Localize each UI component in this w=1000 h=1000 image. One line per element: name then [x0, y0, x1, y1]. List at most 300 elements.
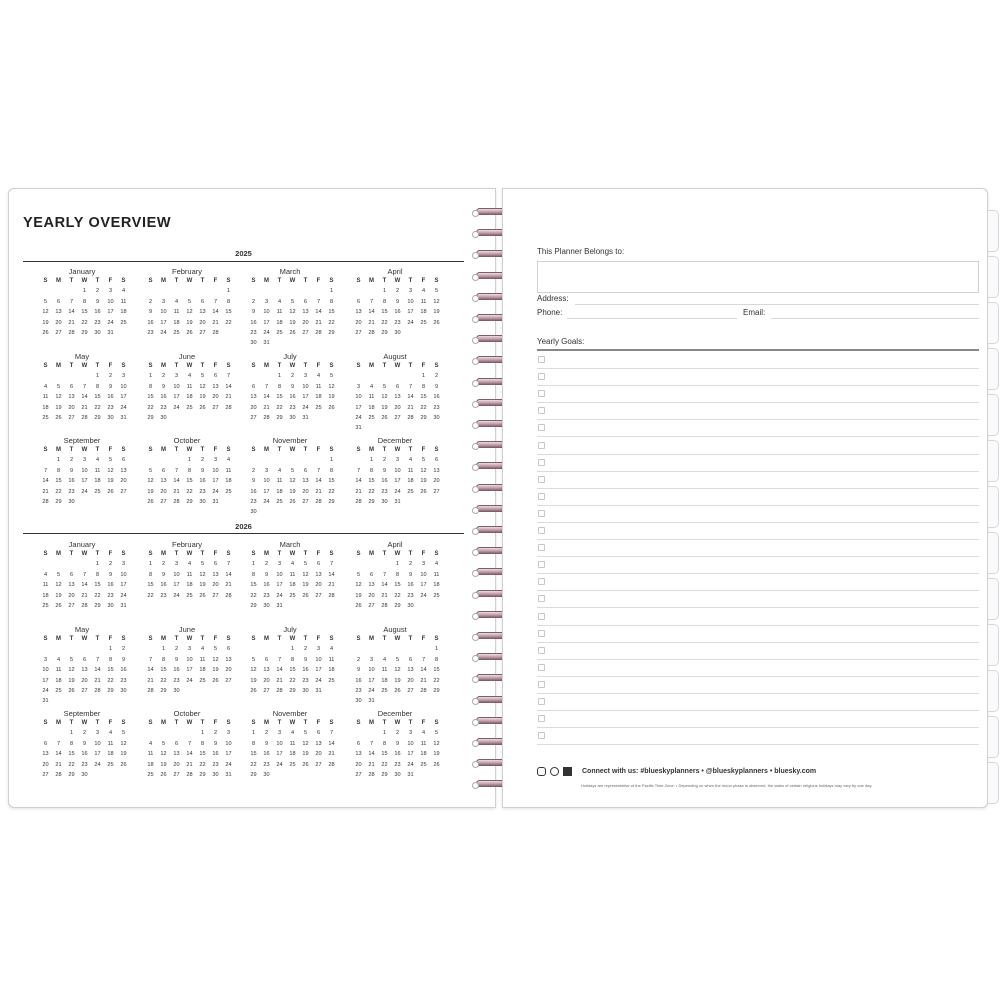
weekday-header: S: [434, 278, 439, 284]
divider-tab[interactable]: [988, 762, 999, 804]
day-number: 1: [251, 730, 256, 737]
divider-tab[interactable]: [988, 394, 999, 436]
weekday-header: F: [213, 447, 218, 453]
day-number: 25: [289, 761, 296, 768]
weekday-header: T: [408, 720, 413, 726]
goal-checkbox[interactable]: [538, 647, 545, 654]
day-number: 16: [199, 478, 206, 485]
weekday-header: S: [434, 447, 439, 453]
day-number: 11: [55, 667, 62, 674]
day-number: 6: [213, 373, 218, 380]
goal-checkbox[interactable]: [538, 630, 545, 637]
day-number: 2: [200, 457, 205, 464]
goal-row[interactable]: [537, 472, 979, 489]
day-number: 4: [95, 457, 100, 464]
weekday-header: T: [69, 636, 74, 642]
empty-day: [209, 286, 222, 296]
empty-day: [39, 455, 52, 465]
weekday-header: W: [394, 447, 401, 453]
day-number: 9: [264, 571, 269, 578]
day-number: 6: [316, 561, 321, 568]
goal-row[interactable]: [537, 489, 979, 506]
divider-tab[interactable]: [988, 532, 999, 574]
day-number: 1: [329, 457, 334, 464]
weekday-header: T: [277, 551, 282, 557]
month-calendar: [39, 436, 129, 507]
goal-checkbox[interactable]: [538, 390, 545, 397]
day-number: 11: [225, 467, 232, 474]
day-number: 20: [355, 319, 362, 326]
day-number: 7: [174, 467, 179, 474]
day-number: 6: [43, 740, 48, 747]
weekday-header: W: [289, 278, 296, 284]
day-number: 29: [394, 602, 401, 609]
day-number: 4: [382, 656, 387, 663]
weekday-header: T: [174, 278, 179, 284]
month-calendar: [352, 267, 442, 338]
month-grid: [39, 549, 129, 611]
day-number: 15: [250, 751, 257, 758]
empty-day: [417, 644, 430, 654]
goal-checkbox[interactable]: [538, 424, 545, 431]
goal-row[interactable]: [537, 523, 979, 540]
month-name: June: [178, 625, 196, 634]
empty-day: [312, 455, 325, 465]
day-number: 8: [95, 571, 100, 578]
day-number: 19: [212, 667, 219, 674]
day-number: 28: [368, 329, 375, 336]
weekday-header: F: [108, 363, 113, 369]
day-number: 5: [290, 298, 295, 305]
goal-row[interactable]: [537, 403, 979, 420]
weekday-header: T: [69, 278, 74, 284]
day-number: 30: [81, 771, 88, 778]
day-number: 27: [173, 771, 180, 778]
day-number: 3: [356, 383, 361, 390]
day-number: 1: [277, 373, 282, 380]
weekday-header: T: [277, 278, 282, 284]
divider-tab[interactable]: [988, 624, 999, 666]
day-number: 8: [108, 656, 113, 663]
day-number: 9: [395, 740, 400, 747]
goal-row[interactable]: [537, 557, 979, 574]
day-number: 3: [316, 646, 321, 653]
day-number: 29: [276, 414, 283, 421]
weekday-header: W: [394, 636, 401, 642]
day-number: 8: [421, 383, 426, 390]
empty-day: [52, 559, 65, 569]
day-number: 29: [250, 602, 257, 609]
day-number: 22: [225, 319, 232, 326]
day-number: 30: [302, 687, 309, 694]
day-number: 24: [276, 761, 283, 768]
day-number: 13: [68, 582, 75, 589]
day-number: 14: [381, 582, 388, 589]
facebook-icon: [563, 767, 572, 776]
day-number: 12: [289, 309, 296, 316]
day-number: 29: [94, 602, 101, 609]
empty-day: [91, 644, 104, 654]
day-number: 27: [368, 602, 375, 609]
address-line[interactable]: [575, 304, 979, 305]
goal-row[interactable]: [537, 455, 979, 472]
day-number: 25: [94, 488, 101, 495]
day-number: 11: [107, 740, 114, 747]
day-number: 21: [186, 761, 193, 768]
weekday-header: T: [69, 720, 74, 726]
day-number: 19: [420, 478, 427, 485]
day-number: 25: [173, 329, 180, 336]
goal-checkbox[interactable]: [538, 613, 545, 620]
divider-tab[interactable]: [988, 670, 999, 712]
day-number: 2: [174, 646, 179, 653]
day-number: 6: [303, 467, 308, 474]
day-number: 21: [263, 404, 270, 411]
weekday-header: M: [369, 636, 374, 642]
goal-checkbox[interactable]: [538, 459, 545, 466]
empty-day: [365, 559, 378, 569]
day-number: 28: [315, 329, 322, 336]
day-number: 2: [161, 373, 166, 380]
goal-row[interactable]: [537, 660, 979, 677]
day-number: 22: [55, 488, 62, 495]
goal-row[interactable]: [537, 369, 979, 386]
day-number: 4: [421, 288, 426, 295]
day-number: 4: [56, 656, 61, 663]
day-number: 7: [43, 467, 48, 474]
month-grid: [39, 276, 129, 338]
day-number: 19: [289, 488, 296, 495]
day-number: 27: [160, 498, 167, 505]
day-number: 16: [160, 394, 167, 401]
email-line[interactable]: [771, 318, 979, 319]
goal-checkbox[interactable]: [538, 561, 545, 568]
divider-tab[interactable]: [988, 302, 999, 344]
month-name: November: [272, 436, 308, 445]
goal-checkbox[interactable]: [538, 715, 545, 722]
day-number: 18: [407, 478, 414, 485]
weekday-header: S: [43, 278, 48, 284]
day-number: 27: [407, 687, 414, 694]
goal-checkbox[interactable]: [538, 595, 545, 602]
day-number: 5: [43, 298, 48, 305]
weekday-header: T: [174, 636, 179, 642]
day-number: 29: [420, 414, 427, 421]
goal-row[interactable]: [537, 711, 979, 728]
empty-day: [260, 644, 273, 654]
day-number: 26: [68, 687, 75, 694]
day-number: 25: [55, 687, 62, 694]
day-number: 27: [199, 329, 206, 336]
goal-checkbox[interactable]: [538, 442, 545, 449]
day-number: 26: [355, 602, 362, 609]
day-number: 30: [107, 414, 114, 421]
day-number: 31: [263, 340, 270, 347]
day-number: 9: [200, 467, 205, 474]
weekday-header: S: [121, 278, 126, 284]
weekday-header: S: [226, 551, 231, 557]
day-number: 1: [382, 288, 387, 295]
day-number: 2: [213, 730, 218, 737]
empty-day: [170, 728, 183, 738]
weekday-header: T: [277, 447, 282, 453]
day-number: 24: [186, 677, 193, 684]
day-number: 22: [94, 404, 101, 411]
goal-row[interactable]: [537, 574, 979, 591]
goals-divider: [537, 349, 979, 351]
weekday-header: S: [43, 720, 48, 726]
day-number: 2: [251, 467, 256, 474]
weekday-header: T: [69, 551, 74, 557]
day-number: 25: [289, 592, 296, 599]
day-number: 18: [94, 478, 101, 485]
goal-row[interactable]: [537, 506, 979, 523]
goal-checkbox[interactable]: [538, 664, 545, 671]
weekday-header: T: [200, 278, 205, 284]
goal-row[interactable]: [537, 643, 979, 660]
day-number: 10: [420, 571, 427, 578]
day-number: 5: [290, 467, 295, 474]
day-number: 17: [315, 667, 322, 674]
day-number: 25: [276, 329, 283, 336]
day-number: 2: [108, 373, 113, 380]
divider-tab[interactable]: [988, 210, 999, 252]
day-number: 24: [120, 404, 127, 411]
day-number: 20: [68, 592, 75, 599]
weekday-header: W: [81, 720, 88, 726]
day-number: 3: [43, 656, 48, 663]
day-number: 4: [121, 288, 126, 295]
goal-checkbox[interactable]: [538, 476, 545, 483]
day-number: 14: [420, 667, 427, 674]
day-number: 6: [251, 383, 256, 390]
day-number: 28: [407, 414, 414, 421]
day-number: 20: [355, 761, 362, 768]
day-number: 26: [147, 498, 154, 505]
weekday-header: F: [421, 447, 426, 453]
day-number: 3: [421, 561, 426, 568]
day-number: 6: [434, 457, 439, 464]
day-number: 17: [160, 319, 167, 326]
day-number: 30: [107, 602, 114, 609]
day-number: 3: [174, 373, 179, 380]
weekday-header: M: [369, 363, 374, 369]
day-number: 19: [289, 319, 296, 326]
day-number: 25: [107, 761, 114, 768]
day-number: 23: [107, 404, 114, 411]
day-number: 26: [381, 414, 388, 421]
month-calendar: [247, 352, 337, 423]
day-number: 11: [186, 383, 193, 390]
day-number: 25: [42, 602, 49, 609]
day-number: 10: [225, 740, 232, 747]
empty-day: [144, 286, 157, 296]
day-number: 29: [147, 414, 154, 421]
goal-checkbox[interactable]: [538, 407, 545, 414]
day-number: 19: [433, 309, 440, 316]
day-number: 21: [81, 592, 88, 599]
day-number: 16: [381, 478, 388, 485]
goal-row[interactable]: [537, 677, 979, 694]
goal-checkbox[interactable]: [538, 544, 545, 551]
day-number: 16: [94, 309, 101, 316]
empty-day: [52, 728, 65, 738]
day-number: 1: [200, 730, 205, 737]
day-number: 1: [395, 561, 400, 568]
goal-checkbox[interactable]: [538, 681, 545, 688]
day-number: 13: [368, 582, 375, 589]
goal-row[interactable]: [537, 352, 979, 369]
day-number: 10: [160, 309, 167, 316]
day-number: 31: [107, 329, 114, 336]
day-number: 8: [277, 383, 282, 390]
goal-checkbox[interactable]: [538, 373, 545, 380]
day-number: 18: [368, 404, 375, 411]
weekday-header: T: [382, 551, 387, 557]
weekday-header: S: [43, 636, 48, 642]
goal-row[interactable]: [537, 386, 979, 403]
day-number: 15: [199, 751, 206, 758]
empty-day: [144, 728, 157, 738]
month-grid: [247, 549, 337, 611]
day-number: 19: [199, 582, 206, 589]
day-number: 15: [147, 394, 154, 401]
day-number: 1: [95, 373, 100, 380]
empty-day: [157, 728, 170, 738]
month-name: February: [171, 267, 202, 276]
empty-day: [352, 644, 365, 654]
weekday-header: W: [394, 720, 401, 726]
day-number: 27: [263, 687, 270, 694]
day-number: 29: [328, 329, 335, 336]
day-number: 21: [355, 488, 362, 495]
goal-row[interactable]: [537, 438, 979, 455]
day-number: 18: [289, 582, 296, 589]
day-number: 28: [263, 414, 270, 421]
divider-tab[interactable]: [988, 486, 999, 528]
day-number: 1: [148, 561, 153, 568]
month-calendar: [352, 352, 442, 434]
goal-checkbox[interactable]: [538, 578, 545, 585]
empty-day: [78, 371, 91, 381]
weekday-header: T: [95, 551, 100, 557]
day-number: 4: [200, 646, 205, 653]
day-number: 4: [421, 730, 426, 737]
day-number: 26: [199, 592, 206, 599]
day-number: 25: [381, 687, 388, 694]
empty-day: [391, 644, 404, 654]
divider-tab[interactable]: [988, 440, 999, 482]
day-number: 1: [421, 373, 426, 380]
day-number: 12: [302, 740, 309, 747]
day-number: 9: [121, 656, 126, 663]
day-number: 25: [42, 414, 49, 421]
day-number: 18: [420, 309, 427, 316]
empty-day: [365, 644, 378, 654]
day-number: 14: [315, 309, 322, 316]
goal-row[interactable]: [537, 609, 979, 626]
day-number: 17: [173, 394, 180, 401]
day-number: 25: [186, 404, 193, 411]
day-number: 21: [68, 319, 75, 326]
day-number: 11: [199, 656, 206, 663]
goal-checkbox[interactable]: [538, 493, 545, 500]
empty-day: [52, 371, 65, 381]
divider-tab[interactable]: [988, 348, 999, 390]
goal-checkbox[interactable]: [538, 527, 545, 534]
day-number: 23: [289, 404, 296, 411]
day-number: 25: [407, 488, 414, 495]
day-number: 27: [250, 414, 257, 421]
weekday-header: F: [316, 636, 321, 642]
month-calendar: [144, 267, 234, 338]
weekday-header: S: [226, 636, 231, 642]
day-number: 19: [42, 319, 49, 326]
weekday-header: W: [289, 447, 296, 453]
day-number: 4: [187, 561, 192, 568]
weekday-header: M: [264, 278, 269, 284]
goal-row[interactable]: [537, 591, 979, 608]
weekday-header: M: [161, 551, 166, 557]
owner-name-field[interactable]: [537, 261, 979, 293]
day-number: 14: [225, 383, 232, 390]
day-number: 12: [107, 467, 114, 474]
month-name: August: [383, 625, 407, 634]
phone-line[interactable]: [567, 318, 737, 319]
day-number: 17: [263, 319, 270, 326]
goal-checkbox[interactable]: [538, 732, 545, 739]
weekday-header: W: [81, 278, 88, 284]
day-number: 24: [42, 687, 49, 694]
empty-day: [247, 455, 260, 465]
day-number: 20: [120, 478, 127, 485]
empty-day: [183, 286, 196, 296]
divider-tab[interactable]: [988, 256, 999, 298]
fine-print: Holidays are representative of the Pacific Time Zone. • Depending on when the moon phase is observed, the dates of certain religious holidays may vary by one day.: [581, 783, 873, 788]
goal-row[interactable]: [537, 420, 979, 437]
day-number: 21: [368, 761, 375, 768]
empty-day: [378, 644, 391, 654]
day-number: 5: [187, 298, 192, 305]
divider-tab[interactable]: [988, 716, 999, 758]
goal-checkbox[interactable]: [538, 356, 545, 363]
goal-row[interactable]: [537, 728, 979, 745]
day-number: 19: [55, 404, 62, 411]
goal-row[interactable]: [537, 694, 979, 711]
empty-day: [260, 371, 273, 381]
goal-checkbox[interactable]: [538, 698, 545, 705]
day-number: 9: [251, 478, 256, 485]
day-number: 28: [55, 771, 62, 778]
weekday-header: S: [251, 447, 256, 453]
day-number: 11: [186, 571, 193, 578]
day-number: 7: [187, 740, 192, 747]
day-number: 13: [250, 394, 257, 401]
day-number: 22: [147, 592, 154, 599]
goal-row[interactable]: [537, 540, 979, 557]
goal-row[interactable]: [537, 626, 979, 643]
day-number: 21: [81, 404, 88, 411]
day-number: 28: [81, 414, 88, 421]
day-number: 22: [250, 761, 257, 768]
day-number: 17: [42, 677, 49, 684]
divider-tab[interactable]: [988, 578, 999, 620]
goal-checkbox[interactable]: [538, 510, 545, 517]
day-number: 20: [173, 761, 180, 768]
day-number: 12: [394, 667, 401, 674]
day-number: 24: [107, 319, 114, 326]
empty-day: [65, 286, 78, 296]
